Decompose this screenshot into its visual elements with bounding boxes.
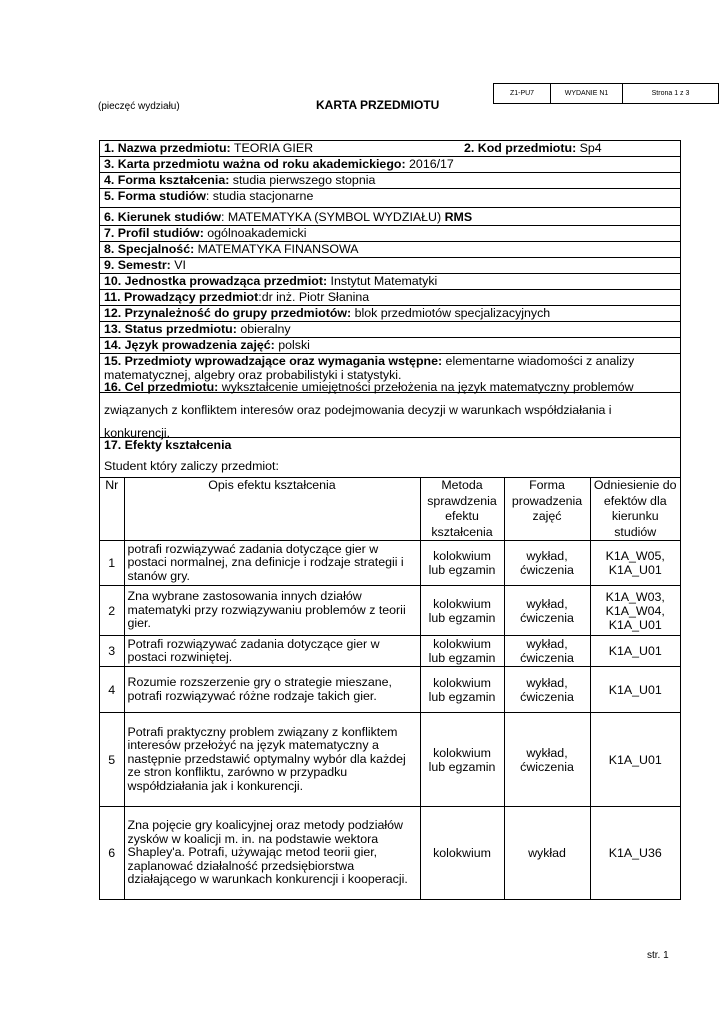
header-method: Metoda sprawdzenia efektu kształcenia (420, 478, 504, 541)
row-unit (100, 274, 680, 290)
cell-method: kolokwium (420, 807, 504, 899)
row-study-form (100, 189, 680, 208)
value-unit: Instytut Matematyki (327, 274, 438, 288)
label-valid-year: 3. Karta przedmiotu ważna od roku akademickiego: (104, 157, 406, 171)
cell-form: wykład, ćwiczenia (504, 636, 590, 667)
page-number: str. 1 (647, 950, 669, 961)
cell-nr: 5 (100, 713, 124, 807)
cell-nr: 1 (100, 541, 124, 586)
value-course-group: blok przedmiotów specjalizacyjnych (351, 306, 551, 320)
cell-reference: K1A_U01 (590, 636, 680, 667)
value-prerequisites: elementarne wiadomości z analizy matematycznej, algebry oraz probabilistyki i statystyki. (104, 354, 635, 382)
label-study-form: 5. Forma studiów (104, 189, 206, 203)
value-course-code: Sp4 (576, 141, 602, 155)
label-course-code: 2. Kod przedmiotu: (464, 141, 577, 155)
value-semester: VI (170, 258, 186, 272)
cell-form: wykład, ćwiczenia (504, 586, 590, 636)
cell-method: kolokwium lub egzamin (420, 541, 504, 586)
cell-method: kolokwium lub egzamin (420, 586, 504, 636)
label-specialty: 8. Specjalność: (104, 242, 195, 256)
cell-nr: 6 (100, 807, 124, 899)
cell-nr: 3 (100, 636, 124, 667)
header-description: Opis efektu kształcenia (124, 478, 420, 541)
row-specialty (100, 242, 680, 258)
table-row (100, 636, 680, 667)
value-course-goal: wykształcenie umiejętności przełożenia na język matematyczny problemów związanych z konfliktem interesów oraz podejmowania decyzji w warunkach współdziałania i konkurencji. (104, 380, 634, 440)
label-course-goal: 16. Cel przedmiotu: (104, 380, 219, 394)
row-learning-outcomes (100, 438, 680, 477)
learning-outcomes-table (100, 477, 680, 899)
cell-reference: K1A_W03, K1A_W04, K1A_U01 (590, 586, 680, 636)
row-course-name (100, 141, 680, 157)
label-course-name: 1. Nazwa przedmiotu: (104, 141, 231, 155)
cell-description: potrafi rozwiązywać zadania dotyczące gier w postaci normalnej, zna definicje i rodzaje strategii i stanów gry. (124, 541, 420, 586)
label-prerequisites: 15. Przedmioty wprowadzające oraz wymagania wstępne: (104, 354, 443, 368)
table-header-row (100, 478, 680, 541)
label-semester: 9. Semestr: (104, 258, 171, 272)
cell-method: kolokwium lub egzamin (420, 636, 504, 667)
cell-reference: K1A_U01 (590, 713, 680, 807)
row-lecturer (100, 290, 680, 306)
header-reference: Odniesienie do efektów dla kierunku studiów (590, 478, 680, 541)
cell-description: Zna wybrane zastosowania innych działów matematyki przy rozwiązywaniu problemów z teorii gier. (124, 586, 420, 636)
value-profile: ogólnoakademicki (203, 226, 307, 240)
cell-reference: K1A_U36 (590, 807, 680, 899)
row-valid-year (100, 157, 680, 173)
table-row (100, 807, 680, 899)
faculty-stamp: (pieczęć wydziału) (98, 101, 180, 112)
doc-page: Strona 1 z 3 (651, 90, 690, 97)
row-semester (100, 258, 680, 274)
table-row (100, 541, 680, 586)
label-language: 14. Język prowadzenia zajęć: (104, 338, 275, 352)
doc-edition: WYDANIE N1 (551, 84, 623, 103)
cell-form: wykład, ćwiczenia (504, 713, 590, 807)
row-language (100, 338, 680, 354)
course-card-table (99, 140, 681, 900)
label-learning-outcomes: 17. Efekty kształcenia (104, 438, 232, 452)
value-valid-year: 2016/17 (405, 157, 454, 171)
value-field-of-study: : MATEMATYKA (SYMBOL WYDZIAŁU) (221, 210, 445, 224)
cell-description: Rozumie rozszerzenie gry o strategie mieszane, potrafi rozwiązywać różne rodzaje takich gier. (124, 667, 420, 713)
document-control-box (493, 83, 719, 104)
value-status: obieralny (236, 322, 291, 336)
header-form: Forma prowadzenia zajęć (504, 478, 590, 541)
label-course-group: 12. Przynależność do grupy przedmiotów: (104, 306, 352, 320)
label-profile: 7. Profil studiów: (104, 226, 204, 240)
row-field-of-study (100, 208, 680, 226)
learning-outcomes-intro: Student który zaliczy przedmiot: (104, 459, 279, 473)
cell-form: wykład, ćwiczenia (504, 541, 590, 586)
cell-method: kolokwium lub egzamin (420, 713, 504, 807)
table-row (100, 586, 680, 636)
cell-reference: K1A_W05, K1A_U01 (590, 541, 680, 586)
label-education-form: 4. Forma kształcenia: (104, 173, 230, 187)
value-lecturer: :dr inż. Piotr Słanina (258, 290, 370, 304)
cell-form: wykład (504, 807, 590, 899)
page-title: KARTA PRZEDMIOTU (316, 98, 440, 112)
value-course-name: TEORIA GIER (230, 141, 314, 155)
cell-reference: K1A_U01 (590, 667, 680, 713)
cell-form: wykład, ćwiczenia (504, 667, 590, 713)
row-profile (100, 226, 680, 242)
header-nr: Nr (100, 478, 124, 541)
value-study-form: : studia stacjonarne (205, 189, 314, 203)
table-row (100, 713, 680, 807)
doc-code: Z1-PU7 (494, 84, 551, 103)
label-status: 13. Status przedmiotu: (104, 322, 237, 336)
cell-nr: 2 (100, 586, 124, 636)
cell-description: Potrafi praktyczny problem związany z konfliktem interesów przełożyć na język matematyczny a następnie przedstawić optymalny wybór dla każdej ze stron konfliktu, zarówno w przypadku współdziałania jak i konkurencji. (124, 713, 420, 807)
table-row (100, 667, 680, 713)
value-education-form: studia pierwszego stopnia (229, 173, 376, 187)
row-education-form (100, 173, 680, 189)
label-unit: 10. Jednostka prowadząca przedmiot: (104, 274, 328, 288)
label-field-of-study: 6. Kierunek studiów (104, 210, 222, 224)
cell-description: Zna pojęcie gry koalicyjnej oraz metody podziałów zysków w koalicji m. in. na podstawie wektora Shapley'a. Potrafi, używając metod teorii gier, zaplanować działalność przedsiębiorstwa działającego w warunkach konkurencji i kooperacji. (124, 807, 420, 899)
row-status (100, 322, 680, 338)
value-language: polski (274, 338, 310, 352)
cell-method: kolokwium lub egzamin (420, 667, 504, 713)
value-specialty: MATEMATYKA FINANSOWA (194, 242, 359, 256)
cell-description: Potrafi rozwiązywać zadania dotyczące gier w postaci rozwiniętej. (124, 636, 420, 667)
row-course-group (100, 306, 680, 322)
value-faculty-symbol: RMS (444, 210, 473, 224)
row-course-goal (100, 376, 680, 438)
cell-nr: 4 (100, 667, 124, 713)
label-lecturer: 11. Prowadzący przedmiot (104, 290, 259, 304)
